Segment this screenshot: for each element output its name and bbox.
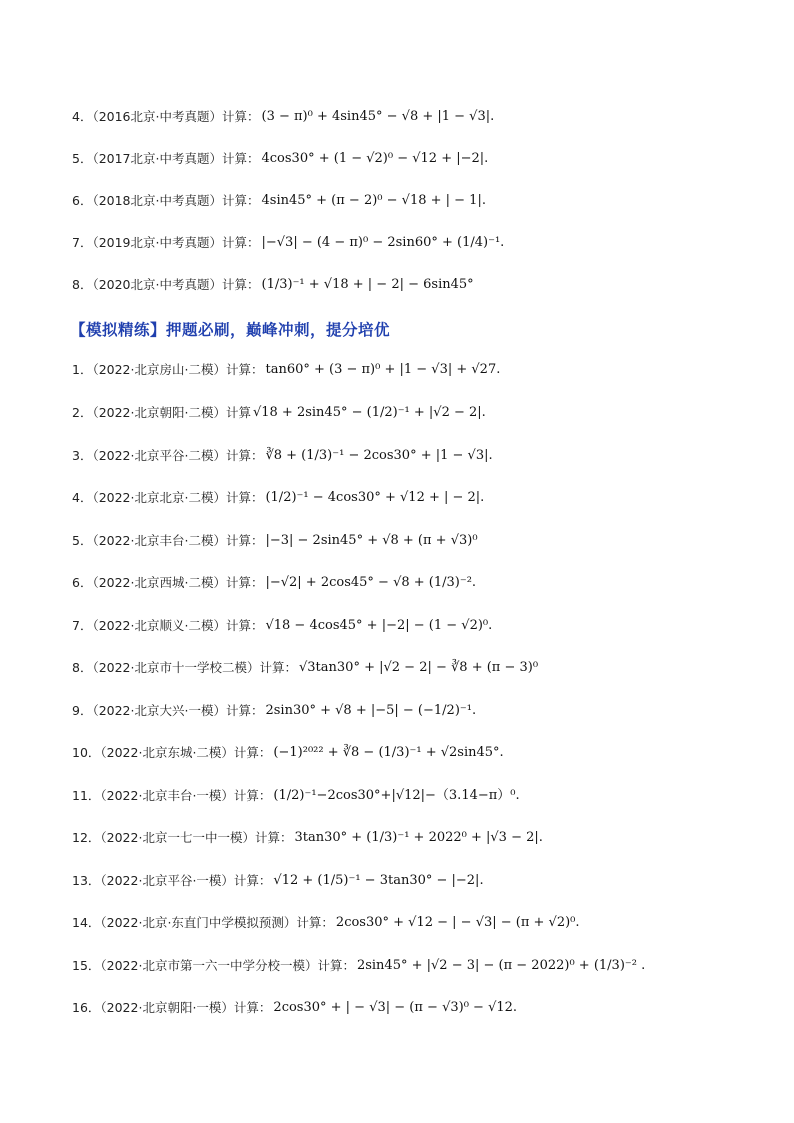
problem-expression: (3 − π)⁰ + 4sin45° − √8 + |1 − √3|. bbox=[261, 109, 495, 124]
problem-expression: |−3| − 2sin45° + √8 + (π + √3)⁰ bbox=[265, 533, 478, 548]
problem-line bbox=[72, 231, 754, 255]
problem-prefix: 9．（2022·北京大兴·一模）计算： bbox=[72, 703, 264, 718]
section-title: 【模拟精练】押题必刷，巅峰冲刺，提分培优 bbox=[70, 321, 391, 339]
problem-expression: 2cos30° + √12 − | − √3| − (π + √2)⁰. bbox=[335, 915, 580, 930]
problem-line bbox=[72, 869, 754, 893]
problem-prefix: 12．（2022·北京一七一中一模）计算： bbox=[72, 830, 293, 845]
problem-expression: √18 + 2sin45° − (1/2)⁻¹ + |√2 − 2|. bbox=[252, 405, 486, 420]
problem-line bbox=[72, 954, 754, 978]
problem-line bbox=[72, 826, 754, 850]
problem-line bbox=[72, 444, 754, 468]
problem-line bbox=[72, 273, 754, 297]
problem-prefix: 8．（2022·北京市十一学校二模）计算： bbox=[72, 660, 297, 675]
problem-expression: √18 − 4cos45° + |−2| − (1 − √2)⁰. bbox=[265, 618, 493, 633]
problem-line bbox=[72, 741, 754, 765]
problem-line bbox=[72, 656, 754, 680]
problem-expression: 2cos30° + | − √3| − (π − √3)⁰ − √12. bbox=[273, 1000, 518, 1015]
problem-prefix: 13．（2022·北京平谷·一模）计算： bbox=[72, 873, 272, 888]
problem-prefix: 7．（2019北京·中考真题）计算： bbox=[72, 235, 260, 250]
problem-line bbox=[72, 529, 754, 553]
problem-prefix: 6．（2018北京·中考真题）计算： bbox=[72, 193, 260, 208]
problem-expression: |−√2| + 2cos45° − √8 + (1/3)⁻². bbox=[265, 575, 477, 590]
problem-expression: 4sin45° + (π − 2)⁰ − √18 + | − 1|. bbox=[261, 193, 486, 208]
problem-line bbox=[72, 571, 754, 595]
problem-expression: ∛8 + (1/3)⁻¹ − 2cos30° + |1 − √3|. bbox=[265, 448, 493, 463]
problem-prefix: 15．（2022·北京市第一六一中学分校一模）计算： bbox=[72, 958, 355, 973]
problem-line bbox=[72, 401, 754, 425]
problem-expression: 3tan30° + (1/3)⁻¹ + 2022⁰ + |√3 − 2|. bbox=[294, 830, 543, 845]
problem-line bbox=[72, 699, 754, 723]
problem-expression: √12 + (1/5)⁻¹ − 3tan30° − |−2|. bbox=[273, 873, 484, 888]
problem-prefix: 7．（2022·北京顺义·二模）计算： bbox=[72, 618, 264, 633]
problem-expression: (1/2)⁻¹ − 4cos30° + √12 + | − 2|. bbox=[265, 490, 485, 505]
problem-expression: √3tan30° + |√2 − 2| − ∛8 + (π − 3)⁰ bbox=[299, 660, 539, 675]
problem-prefix: 11．（2022·北京丰台·一模）计算： bbox=[72, 788, 272, 803]
problem-prefix: 3．（2022·北京平谷·二模）计算： bbox=[72, 448, 264, 463]
problem-prefix: 6．（2022·北京西城·二模）计算： bbox=[72, 575, 264, 590]
problem-prefix: 8．（2020北京·中考真题）计算： bbox=[72, 277, 260, 292]
problem-prefix: 5．（2022·北京丰台·二模）计算： bbox=[72, 533, 264, 548]
problem-expression: |−√3| − (4 − π)⁰ − 2sin60° + (1/4)⁻¹. bbox=[261, 235, 505, 250]
problem-prefix: 4．（2016北京·中考真题）计算： bbox=[72, 109, 260, 124]
problem-expression: (1/2)⁻¹−2cos30°+|√12|−（3.14−π）⁰. bbox=[273, 788, 520, 803]
problem-expression: tan60° + (3 − π)⁰ + |1 − √3| + √27. bbox=[265, 362, 501, 377]
problem-expression: (−1)²⁰²² + ∛8 − (1/3)⁻¹ + √2sin45°. bbox=[273, 745, 504, 760]
problem-prefix: 4．（2022·北京北京·二模）计算： bbox=[72, 490, 264, 505]
problem-expression: 2sin45° + |√2 − 3| − (π − 2022)⁰ + (1/3)⁻² . bbox=[356, 958, 646, 973]
problem-prefix: 5．（2017北京·中考真题）计算： bbox=[72, 151, 260, 166]
problem-expression: 4cos30° + (1 − √2)⁰ − √12 + |−2|. bbox=[261, 151, 489, 166]
problem-prefix: 1．（2022·北京房山·二模）计算： bbox=[72, 362, 264, 377]
problem-prefix: 10．（2022·北京东城·二模）计算： bbox=[72, 745, 272, 760]
problem-line bbox=[72, 189, 754, 213]
problem-line bbox=[72, 996, 754, 1020]
problem-line bbox=[72, 147, 754, 171]
problem-prefix: 2．（2022·北京朝阳·二模）计算 bbox=[72, 405, 251, 420]
problem-prefix: 16．（2022·北京朝阳·一模）计算： bbox=[72, 1000, 272, 1015]
problem-line bbox=[72, 486, 754, 510]
problem-line bbox=[72, 105, 754, 129]
problem-expression: 2sin30° + √8 + |−5| − (−1/2)⁻¹. bbox=[265, 703, 477, 718]
problem-line bbox=[72, 614, 754, 638]
problem-expression: (1/3)⁻¹ + √18 + | − 2| − 6sin45° bbox=[261, 277, 474, 292]
problem-line bbox=[72, 358, 754, 382]
problem-line bbox=[72, 784, 754, 808]
problem-prefix: 14．（2022·北京·东直门中学模拟预测）计算： bbox=[72, 915, 334, 930]
problem-line bbox=[72, 911, 754, 935]
